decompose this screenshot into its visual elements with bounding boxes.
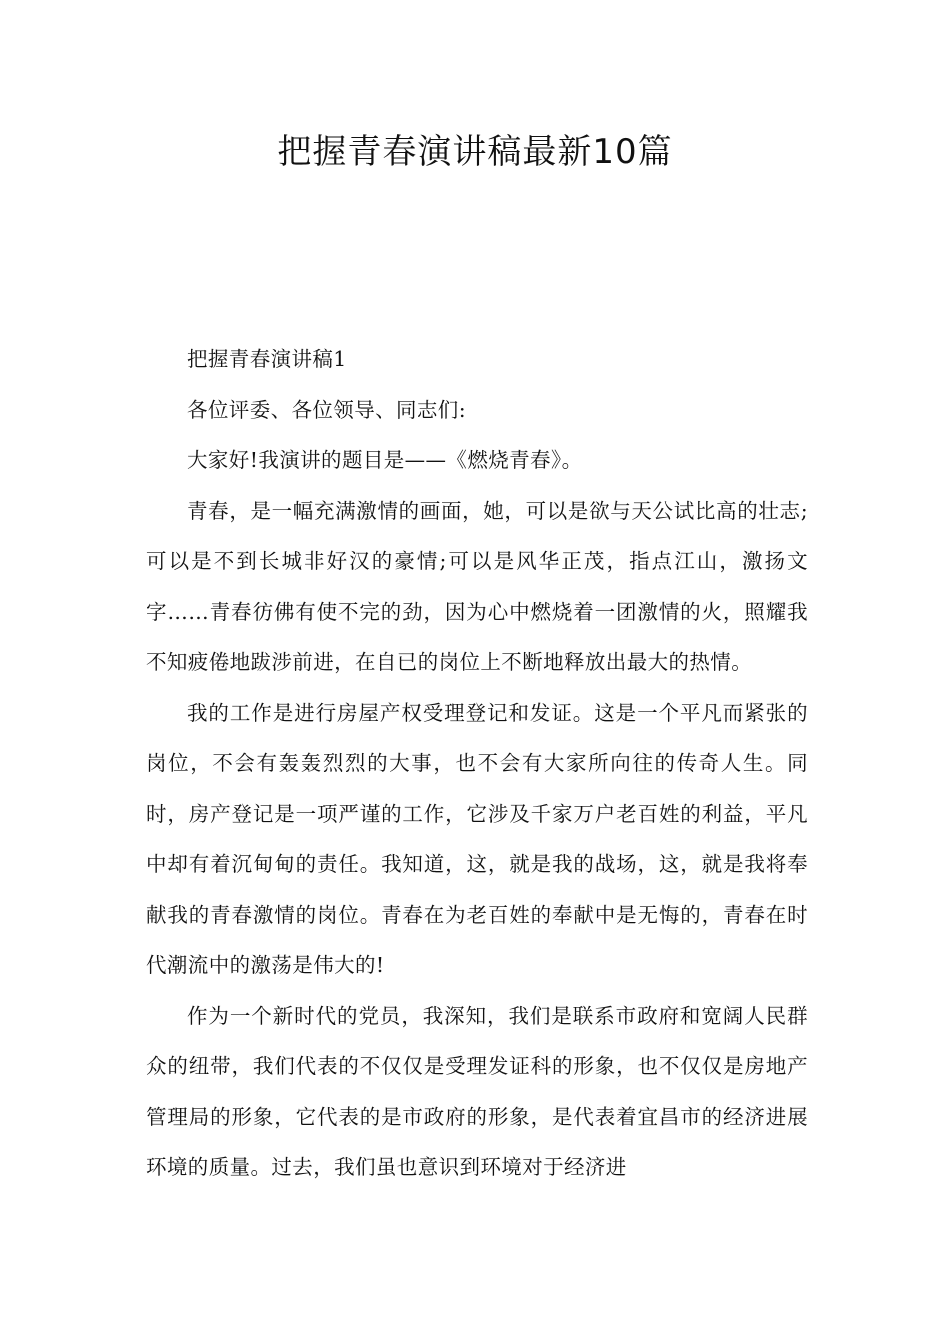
document-body <box>146 334 808 1193</box>
document-title: 把握青春演讲稿最新10篇 <box>277 132 673 172</box>
body-paragraph: 青春，是一幅充满激情的画面，她，可以是欲与天公试比高的壮志;可以是不到长城非好汉的豪情;可以是风华正茂，指点江山，激扬文字……青春彷佛有使不完的劲，因为心中燃烧着一团激情的火，照耀我不知疲倦地跋涉前进，在自已的岗位上不断地释放出最大的热情。 <box>146 498 808 674</box>
body-paragraph: 我的工作是进行房屋产权受理登记和发证。这是一个平凡而紧张的岗位，不会有轰轰烈烈的大事，也不会有大家所向往的传奇人生。同时，房产登记是一项严谨的工作，它涉及千家万户老百姓的利益，平凡中却有着沉甸甸的责任。我知道，这，就是我的战场，这，就是我将奉献我的青春激情的岗位。青春在为老百姓的奉献中是无悔的，青春在时代潮流中的激荡是伟大的! <box>146 700 808 977</box>
greeting-paragraph: 大家好!我演讲的题目是——《燃烧青春》。 <box>187 448 583 472</box>
body-paragraph: 作为一个新时代的党员，我深知，我们是联系市政府和宽阔人民群众的纽带，我们代表的不仅仅是受理发证科的形象，也不仅仅是房地产管理局的形象，它代表的是市政府的形象，是代表着宜昌市的经济进展环境的质量。过去，我们虽也意识到环境对于经济进 <box>146 1003 808 1179</box>
salutation: 各位评委、各位领导、同志们: <box>187 397 467 422</box>
section-heading: 把握青春演讲稿1 <box>187 347 347 371</box>
